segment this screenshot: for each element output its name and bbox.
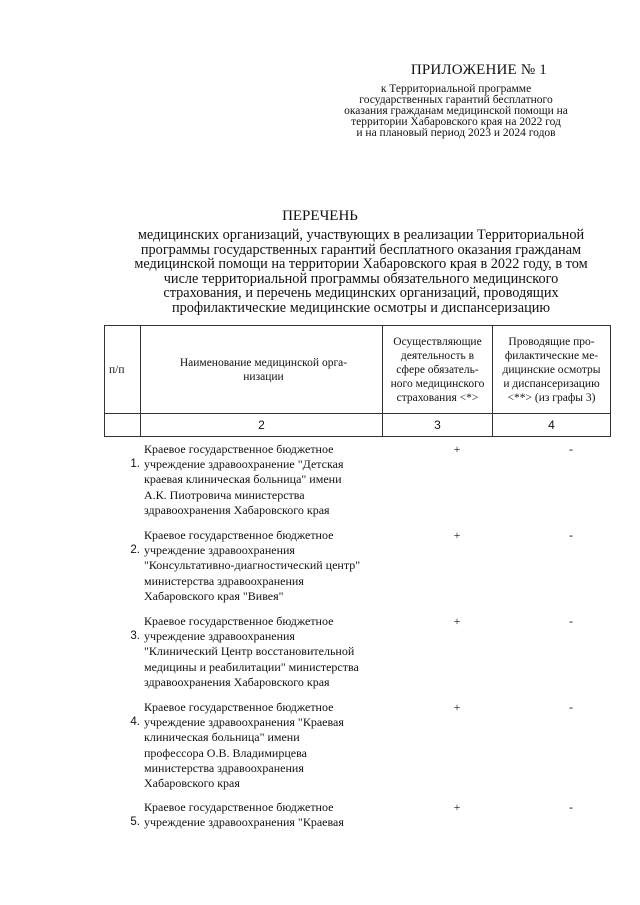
basis-line: государственных гарантий бесплатного: [359, 94, 553, 106]
name-line: здравоохранения Хабаровского края: [144, 674, 330, 689]
organization-name: [144, 528, 382, 604]
subtitle-line: программы государственных гарантий бесплатного оказания гражданам: [140, 241, 582, 258]
name-line: Краевое государственное бюджетное: [144, 614, 334, 628]
header-line: деятельность в: [400, 349, 475, 362]
name-line: профессора О.В. Владимирцева: [144, 745, 307, 760]
name-line: Краевое государственное бюджетное: [144, 442, 334, 456]
name-line: клиническая больница" имени: [144, 730, 300, 745]
oms-mark: +: [453, 700, 461, 714]
header-prophylactic: [493, 326, 611, 414]
name-line: министерства здравоохранения: [144, 760, 304, 775]
name-line: "Консультативно-диагностический центр": [144, 558, 361, 573]
document-title: ПЕРЕЧЕНЬ: [282, 208, 358, 224]
organization-name: [144, 700, 382, 791]
name-line: учреждение здравоохранение "Детская: [144, 457, 344, 472]
basis-line: территории Хабаровского края на 2022 год: [351, 116, 561, 128]
subtitle-line: числе территориальной программы обязательного медицинского: [163, 270, 559, 287]
table-header-row: [105, 326, 611, 414]
name-line: Краевое государственное бюджетное: [144, 528, 334, 542]
header-line: низации: [243, 370, 284, 383]
subtitle-line: медицинских организаций, участвующих в реализации Территориальной: [137, 227, 585, 243]
name-line: учреждение здравоохранения: [144, 629, 295, 644]
subtitle-line: медицинской помощи на территории Хабаровского края в 2022 году, в том: [134, 256, 588, 272]
header-line: Осуществляющие: [393, 335, 482, 348]
name-line: учреждение здравоохранения "Краевая: [144, 715, 344, 730]
oms-mark: +: [453, 614, 461, 628]
prophylactic-mark: -: [569, 614, 573, 628]
name-line: Краевое государственное бюджетное: [144, 800, 334, 814]
appendix-basis: [306, 84, 606, 139]
name-line: здравоохранения Хабаровского края: [144, 502, 330, 517]
column-number: [105, 414, 141, 437]
header-line: Проводящие про-: [508, 335, 595, 348]
appendix-heading: ПРИЛОЖЕНИЕ № 1: [410, 62, 547, 78]
organizations-table: [104, 325, 611, 437]
subtitle-line: страхования, и перечень медицинских организаций, проводящих: [163, 285, 559, 301]
header-org-name: [141, 326, 383, 414]
name-line: медицины и реабилитации" министерства: [144, 659, 359, 674]
header-line: и диспансеризацию: [503, 377, 600, 390]
prophylactic-mark: -: [569, 700, 573, 714]
header-number: п/п: [105, 326, 141, 414]
basis-line: и на плановый период 2023 и 2024 годов: [356, 127, 556, 139]
header-line: страхования <*>: [396, 391, 479, 404]
organization-name: [144, 442, 382, 518]
row-number: 4.: [130, 716, 140, 728]
header-oms: [383, 326, 493, 414]
header-line: Наименование медицинской орга-: [179, 356, 348, 369]
prophylactic-mark: -: [569, 528, 573, 542]
header-line: ного медицинского: [390, 377, 485, 390]
oms-mark: +: [453, 528, 461, 542]
name-line: министерства здравоохранения: [144, 573, 304, 588]
oms-mark: +: [453, 800, 461, 814]
document-subtitle: [112, 228, 610, 315]
header-line: филактические ме-: [504, 349, 599, 362]
basis-line: к Территориальной программе: [380, 83, 532, 95]
name-line: учреждение здравоохранения: [144, 543, 295, 558]
name-line: А.К. Пиотровича министерства: [144, 487, 305, 502]
organization-name: [144, 614, 382, 690]
prophylactic-mark: -: [569, 442, 573, 456]
subtitle-line: профилактические медицинские осмотры и диспансеризацию: [171, 299, 551, 316]
name-line: краевая клиническая больница" имени: [144, 472, 342, 487]
header-line: сфере обязатель-: [396, 363, 479, 376]
row-number: 1.: [130, 458, 140, 470]
column-number: 4: [493, 414, 611, 437]
basis-line: оказания гражданам медицинской помощи на: [344, 105, 568, 117]
row-number: 2.: [130, 544, 140, 556]
header-line: <**> (из графы 3): [507, 391, 596, 404]
column-number: 3: [383, 414, 493, 437]
column-number-row: [105, 414, 611, 437]
name-line: "Клинический Центр восстановительной: [144, 644, 355, 659]
column-number: 2: [141, 414, 383, 437]
name-line: Хабаровского края: [144, 776, 240, 791]
organization-name: [144, 800, 382, 830]
row-number: 3.: [130, 630, 140, 642]
name-line: учреждение здравоохранения "Краевая: [144, 815, 344, 830]
header-line: дицинские осмотры: [502, 363, 601, 376]
name-line: Краевое государственное бюджетное: [144, 700, 334, 714]
name-line: Хабаровского края "Вивея": [144, 588, 284, 603]
prophylactic-mark: -: [569, 800, 573, 814]
oms-mark: +: [453, 442, 461, 456]
row-number: 5.: [130, 816, 140, 828]
